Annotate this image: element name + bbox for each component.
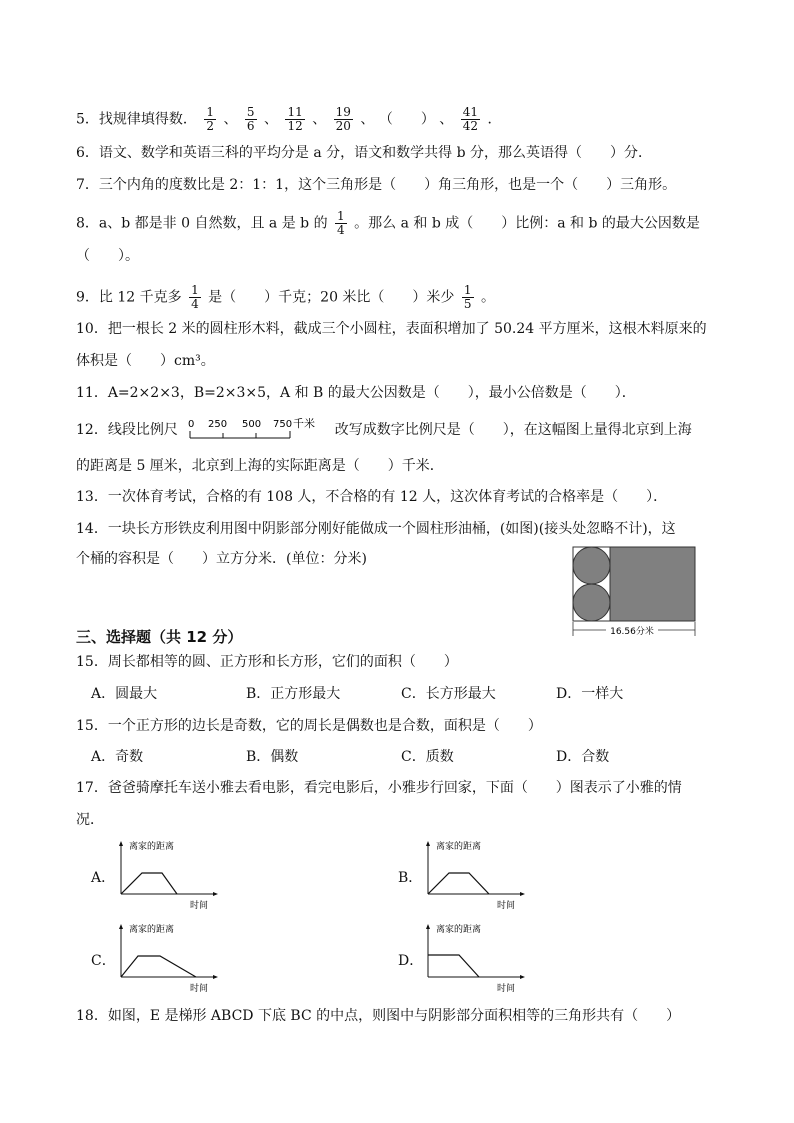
question-5: [76, 106, 501, 133]
q17-d-x-label: 时间: [497, 984, 516, 993]
line-scale-figure: [186, 418, 326, 442]
q17-d-y-arrow: [426, 924, 430, 929]
question-8: [76, 210, 700, 237]
q15b-option-c[interactable]: C．质数: [401, 749, 454, 765]
q17-label-b[interactable]: B．: [398, 870, 423, 886]
q5-sep: 、: [312, 111, 327, 128]
question-15a: 15．周长都相等的圆、正方形和长方形，它们的面积（ ）: [76, 654, 458, 670]
scale-tick-750: 750: [273, 419, 293, 430]
question-10: 10．把一根长 2 米的圆柱形木料，截成三个小圆柱，表面积增加了 50.24 平方厘米，这根木料原来的: [76, 321, 707, 337]
q5-frac-4: $\frac{19}{20}$: [335, 105, 351, 133]
q17-a-x-arrow: [213, 892, 218, 896]
q5-frac-1: $\frac{1}{2}$: [206, 105, 215, 133]
q17-graph-a[interactable]: [112, 838, 222, 910]
question-17-line2: 况．: [76, 812, 104, 828]
question-14: 14．一块长方形铁皮利用图中阴影部分刚好能做成一个圆柱形油桶，(如图)(接头处忽略不计)，这: [76, 521, 676, 537]
q15a-option-b[interactable]: B．正方形最大: [246, 686, 341, 702]
q5-frac-2: $\frac{5}{6}$: [246, 105, 255, 133]
q15b-option-b[interactable]: B．偶数: [246, 749, 299, 765]
q12-text-a: 12．线段比例尺: [76, 422, 178, 438]
question-18: 18．如图，E 是梯形 ABCD 下底 BC 的中点，则图中与阴影部分面积相等的三角形共有（ ）: [76, 1008, 681, 1024]
q5-sep: 、: [264, 111, 279, 128]
q5-frac-3: $\frac{11}{12}$: [287, 105, 303, 133]
q9-frac-2: $\frac{1}{5}$: [463, 283, 472, 311]
q17-label-a[interactable]: A．: [91, 870, 116, 886]
q9-frac-1: $\frac{1}{4}$: [191, 283, 199, 311]
question-8-line2: （ ）。: [76, 248, 139, 264]
q8-text-a: 8．a、b 都是非 0 自然数，且 a 是 b 的: [76, 215, 328, 232]
q9-text-a: 9．比 12 千克多: [76, 289, 182, 306]
q17-graph-c[interactable]: [112, 921, 222, 993]
q12-text-b: 改写成数字比例尺是（ ），在这幅图上量得北京到上海: [334, 422, 692, 438]
question-9: [76, 284, 495, 311]
q15b-option-a[interactable]: A．奇数: [91, 749, 144, 765]
q5-sep: 、: [439, 111, 454, 128]
q5-frac-5: $\frac{41}{42}$: [462, 105, 479, 133]
q5-sep: 、: [360, 111, 375, 128]
q5-sep: 、: [223, 111, 238, 128]
q17-a-x-label: 时间: [190, 901, 209, 910]
question-14-line2: 个桶的容积是（ ）立方分米．(单位：分米): [76, 551, 367, 567]
q17-label-c[interactable]: C．: [91, 953, 116, 969]
question-10-line2: 体积是（ ）cm³。: [76, 353, 215, 369]
q17-graph-d[interactable]: [419, 921, 529, 993]
q17-b-y-arrow: [426, 841, 430, 846]
q5-prefix: 5．找规律填得数．: [76, 111, 197, 128]
question-17: 17．爸爸骑摩托车送小雅去看电影，看完电影后，小雅步行回家，下面（ ）图表示了小雅的情: [76, 780, 682, 796]
q17-b-y-label: 离家的距离: [436, 842, 482, 852]
q5-blank[interactable]: （ ）: [378, 111, 435, 128]
q15a-option-d[interactable]: D．一样大: [556, 686, 624, 702]
q17-b-curve: [428, 873, 489, 894]
q17-b-x-arrow: [520, 892, 525, 896]
scale-tick-500: 500: [242, 419, 262, 430]
q17-c-x-arrow: [213, 975, 218, 979]
q17-c-curve: [121, 956, 196, 977]
q17-d-curve: [428, 955, 479, 977]
q15a-option-a[interactable]: A．圆最大: [91, 686, 158, 702]
question-11: 11．A=2×2×3，B=2×3×5，A 和 B 的最大公因数是（ ），最小公倍数是（ ）．: [76, 385, 636, 401]
q14-dim-label: 16.56分米: [610, 627, 654, 637]
scale-tick-0: 0: [188, 419, 195, 430]
scale-tick-250: 250: [208, 419, 228, 430]
question-15b: 15．一个正方形的边长是奇数，它的周长是偶数也是合数，面积是（ ）: [76, 718, 542, 734]
q17-c-x-label: 时间: [190, 984, 209, 993]
q17-a-y-arrow: [119, 841, 123, 846]
question-12: [76, 418, 692, 442]
scale-unit: 千米: [293, 418, 316, 430]
q8-text-b: 。那么 a 和 b 成（ ）比例：a 和 b 的最大公因数是: [354, 215, 700, 232]
q14-shaded-circle-top: [573, 547, 610, 584]
q17-c-y-arrow: [119, 924, 123, 929]
q5-end: ．: [487, 111, 502, 128]
q17-a-curve: [121, 873, 177, 894]
question-6: 6．语文、数学和英语三科的平均分是 a 分，语文和数学共得 b 分，那么英语得（ ）分．: [76, 145, 653, 161]
question-12-line2: 的距离是 5 厘米，北京到上海的实际距离是（ ）千米．: [76, 458, 444, 474]
q15a-option-c[interactable]: C．长方形最大: [401, 686, 496, 702]
question-13: 13．一次体育考试，合格的有 108 人，不合格的有 12 人，这次体育考试的合格率是（ ）．: [76, 489, 668, 505]
question-7: 7．三个内角的度数比是 2：1：1，这个三角形是（ ）角三角形，也是一个（ ）三角形。: [76, 177, 677, 193]
q17-b-x-label: 时间: [497, 901, 516, 910]
q17-label-d[interactable]: D．: [398, 953, 424, 969]
q14-shaded-rectangle: [610, 547, 695, 621]
q14-shaded-circle-bottom: [573, 584, 610, 621]
q17-c-y-label: 离家的距离: [129, 925, 175, 935]
section-title-choice: 三、选择题（共 12 分）: [76, 628, 243, 646]
q15b-option-d[interactable]: D．合数: [556, 749, 610, 765]
q9-text-b: 是（ ）千克；20 米比（ ）米少: [208, 289, 455, 306]
q14-figure: [568, 546, 700, 638]
q17-d-y-label: 离家的距离: [436, 925, 482, 935]
q17-d-x-arrow: [520, 975, 525, 979]
q9-text-c: 。: [480, 289, 495, 306]
q8-frac: $\frac{1}{4}$: [337, 209, 345, 237]
q17-a-y-label: 离家的距离: [129, 842, 175, 852]
q17-graph-b[interactable]: [419, 838, 529, 910]
